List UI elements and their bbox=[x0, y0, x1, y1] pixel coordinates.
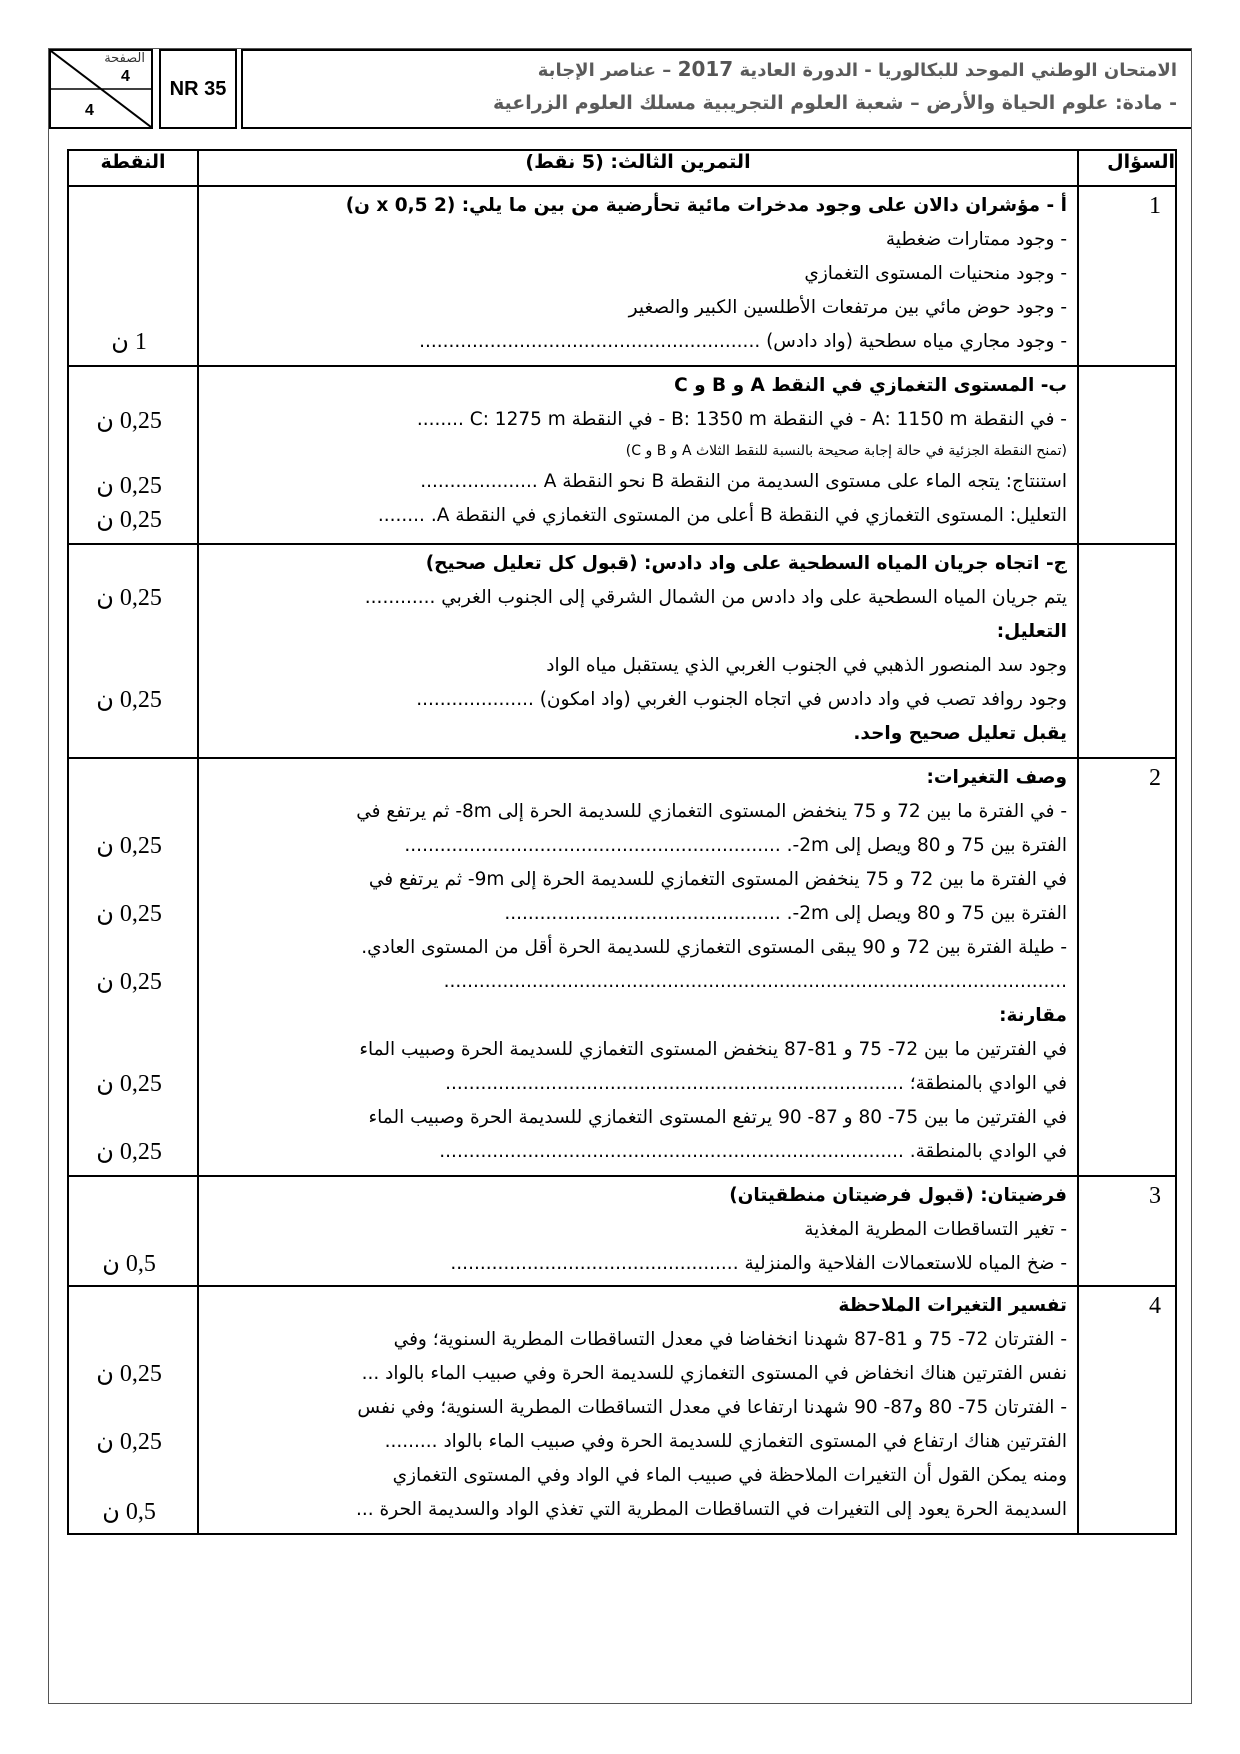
answer-line: في الفترتين ما بين 75- 80 و 87- 90 يرتفع المستوى التغمازي للسديمة الحرة وصبيب الماء bbox=[368, 1107, 1067, 1128]
answer-line: - وجود مجاري مياه سطحية (واد دادس) .......................................................... bbox=[419, 331, 1067, 352]
points-cell bbox=[68, 1176, 198, 1286]
answer-line: - ضخ المياه للاستعمالات الفلاحية والمنزلية ................................................. bbox=[450, 1253, 1067, 1274]
answer-line: - وجود حوض مائي بين مرتفعات الأطلسين الكبير والصغير bbox=[628, 297, 1067, 318]
exam-title-line1 bbox=[257, 53, 1177, 87]
points-value: 0,25 ن bbox=[96, 1361, 162, 1387]
points-value: 0,25 ن bbox=[96, 408, 162, 434]
answer-line: يتم جريان المياه السطحية على واد دادس من الشمال الشرقي إلى الجنوب الغربي ............ bbox=[364, 587, 1067, 608]
answer-line: في الفترة ما بين 72 و 75 ينخفض المستوى التغمازي للسديمة الحرة إلى 9m- ثم يرتفع في bbox=[368, 869, 1067, 890]
points-value: 0,5 ن bbox=[102, 1499, 156, 1525]
answer-line: - تغير التساقطات المطرية المغذية bbox=[804, 1219, 1067, 1240]
answer-heading: تفسير التغيرات الملاحظة bbox=[838, 1295, 1067, 1316]
question-number: 4 bbox=[1078, 1286, 1176, 1534]
question-number: 2 bbox=[1078, 758, 1176, 1176]
answer-note: (تمنح النقطة الجزئية في حالة إجابة صحيحة بالنسبة للنقط الثلاث A و B و C) bbox=[625, 443, 1067, 459]
page-frame bbox=[48, 48, 1192, 1704]
answer-line: - في الفترة ما بين 72 و 75 ينخفض المستوى التغمازي للسديمة الحرة إلى 8m- ثم يرتفع في bbox=[356, 801, 1067, 822]
answer-line: في الفترتين ما بين 72- 75 و 81-87 ينخفض المستوى التغمازي للسديمة الحرة وصبيب الماء bbox=[359, 1039, 1067, 1060]
answer-line: السديمة الحرة يعود إلى التغيرات في التساقطات المطرية التي تغذي الواد والسديمة الحرة ... bbox=[356, 1499, 1067, 1520]
exam-subject: - مادة: علوم الحياة والأرض – شعبة العلوم التجريبية مسلك العلوم الزراعية bbox=[492, 92, 1177, 114]
exam-title-box bbox=[241, 49, 1191, 129]
answer-cell bbox=[198, 366, 1078, 544]
answer-line: وجود سد المنصور الذهبي في الجنوب الغربي الذي يستقبل مياه الواد bbox=[546, 655, 1067, 676]
answer-line: .......................................................................................................... bbox=[443, 971, 1067, 992]
answer-line: - الفترتان 75- 80 و87- 90 شهدنا ارتفاعا في معدل التساقطات المطرية السنوية؛ وفي نفس bbox=[357, 1397, 1067, 1418]
answer-line: - وجود ممتارات ضغطية bbox=[885, 229, 1067, 250]
answer-line: ومنه يمكن القول أن التغيرات الملاحظة في صبيب الماء في الواد وفي المستوى التغمازي bbox=[392, 1465, 1067, 1486]
answer-heading: ج- اتجاه جريان المياه السطحية على واد دادس: (قبول كل تعليل صحيح) bbox=[425, 553, 1067, 574]
page-total: 4 bbox=[85, 102, 94, 119]
table-row bbox=[68, 186, 1176, 366]
table-row bbox=[68, 1176, 1176, 1286]
points-cell bbox=[68, 186, 198, 366]
points-value: 0,25 ن bbox=[96, 901, 162, 927]
exam-title-session: الامتحان الوطني الموحد للبكالوريا - الدورة العادية bbox=[739, 60, 1177, 81]
answer-cell bbox=[198, 186, 1078, 366]
answer-line: وجود روافد تصب في واد دادس في اتجاه الجنوب الغربي (واد امكون) .................... bbox=[416, 689, 1067, 710]
answer-line: في الوادي بالمنطقة؛ .............................................................................. bbox=[445, 1073, 1067, 1094]
table-header-row bbox=[68, 150, 1176, 186]
answer-subheading: مقارنة: bbox=[999, 1005, 1067, 1026]
table-row bbox=[68, 544, 1176, 758]
exam-title-answers: – عناصر الإجابة bbox=[537, 60, 672, 81]
points-value: 0,5 ن bbox=[102, 1251, 156, 1277]
points-value: 1 ن bbox=[111, 329, 147, 355]
answer-line: الفترة بين 75 و 80 ويصل إلى 2m-. ................................................................ bbox=[404, 835, 1067, 856]
answer-heading: فرضيتان: (قبول فرضيتان منطقيتان) bbox=[729, 1185, 1067, 1206]
points-value: 0,25 ن bbox=[96, 833, 162, 859]
answer-heading: ب- المستوى التغمازي في النقط A و B و C bbox=[674, 375, 1067, 396]
points-value: 0,25 ن bbox=[96, 687, 162, 713]
answer-line: في الوادي بالمنطقة. ............................................................................... bbox=[439, 1141, 1067, 1162]
question-number bbox=[1078, 544, 1176, 758]
answer-line: استنتاج: يتجه الماء على مستوى السديمة من النقطة B نحو النقطة A .................... bbox=[420, 471, 1067, 492]
answer-line: - طيلة الفترة بين 72 و 90 يبقى المستوى التغمازي للسديمة الحرة أقل من المستوى العادي. bbox=[361, 937, 1067, 958]
answer-cell bbox=[198, 544, 1078, 758]
answer-line: - الفترتان 72- 75 و 81-87 شهدنا انخفاضا في معدل التساقطات المطرية السنوية؛ وفي bbox=[393, 1329, 1067, 1350]
answer-line: - في النقطة A: 1150 m - في النقطة B: 1350 m - في النقطة C: 1275 m ........ bbox=[416, 409, 1067, 430]
header-points: النقطة bbox=[68, 150, 198, 186]
points-value: 0,25 ن bbox=[96, 507, 162, 533]
answer-table bbox=[67, 149, 1177, 1535]
points-value: 0,25 ن bbox=[96, 473, 162, 499]
table-row bbox=[68, 366, 1176, 544]
exam-year: 2017 bbox=[677, 57, 734, 81]
points-cell bbox=[68, 544, 198, 758]
answer-line: - وجود منحنيات المستوى التغمازي bbox=[804, 263, 1067, 284]
header-question: السؤال bbox=[1078, 150, 1176, 186]
answer-cell bbox=[198, 1176, 1078, 1286]
question-number bbox=[1078, 366, 1176, 544]
page-number-box bbox=[49, 49, 153, 129]
points-value: 0,25 ن bbox=[96, 1071, 162, 1097]
question-number: 1 bbox=[1078, 186, 1176, 366]
table-row bbox=[68, 758, 1176, 1176]
points-value: 0,25 ن bbox=[96, 969, 162, 995]
answer-line: الفترتين هناك ارتفاع في المستوى التغمازي للسديمة الحرة وفي صبيب الماء بالواد ......... bbox=[384, 1431, 1067, 1452]
points-cell bbox=[68, 366, 198, 544]
table-row bbox=[68, 1286, 1176, 1534]
answer-cell bbox=[198, 758, 1078, 1176]
points-value: 0,25 ن bbox=[96, 1429, 162, 1455]
question-number: 3 bbox=[1078, 1176, 1176, 1286]
header-exercise: التمرين الثالث: (5 نقط) bbox=[198, 150, 1078, 186]
exam-code: NR 35 bbox=[159, 49, 237, 129]
points-cell bbox=[68, 758, 198, 1176]
points-cell bbox=[68, 1286, 198, 1534]
points-value: 0,25 ن bbox=[96, 1139, 162, 1165]
page-label: الصفحة bbox=[104, 51, 145, 66]
answer-line: يقبل تعليل صحيح واحد. bbox=[853, 723, 1067, 744]
points-value: 0,25 ن bbox=[96, 585, 162, 611]
answer-cell bbox=[198, 1286, 1078, 1534]
answer-heading: وصف التغيرات: bbox=[926, 767, 1067, 788]
answer-line: نفس الفترتين هناك انخفاض في المستوى التغمازي للسديمة الحرة وفي صبيب الماء بالواد ... bbox=[361, 1363, 1067, 1384]
answer-heading: أ - مؤشران دالان على وجود مدخرات مائية تحأرضية من بين ما يلي: (2 x 0,5 ن) bbox=[345, 195, 1067, 216]
answer-subheading: التعليل: bbox=[996, 621, 1067, 642]
answer-line: التعليل: المستوى التغمازي في النقطة B أعلى من المستوى التغمازي في النقطة A. ........ bbox=[377, 505, 1067, 526]
page-current: 4 bbox=[121, 68, 130, 85]
answer-line: الفترة بين 75 و 80 ويصل إلى 2m-. ............................................... bbox=[504, 903, 1067, 924]
